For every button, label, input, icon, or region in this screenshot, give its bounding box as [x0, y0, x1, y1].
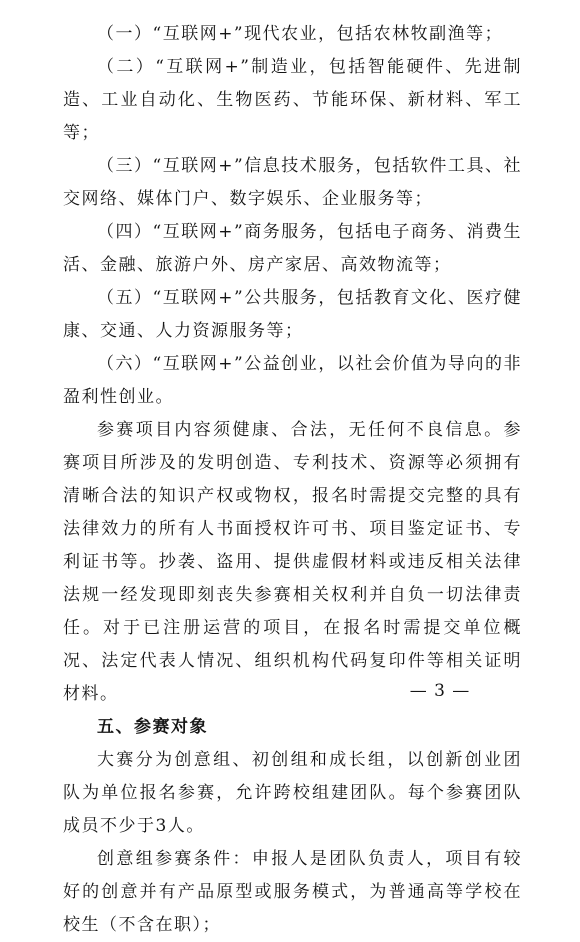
- section-heading: 五、参赛对象: [97, 717, 208, 737]
- paragraph-category-1: （一）“互联网+”现代农业，包括农林牧副渔等；: [97, 24, 504, 44]
- page-number: — 3 —: [409, 681, 471, 701]
- paragraph-groups: 大赛分为创意组、初创组和成长组，以创新创业团队为单位报名参赛，允许跨校组建团队。每个参赛团队成员不少于3人。: [63, 750, 522, 836]
- paragraph-content-requirements: 参赛项目内容须健康、合法，无任何不良信息。参赛项目所涉及的发明创造、专利技术、资源等必须拥有清晰合法的知识产权或物权，报名时需提交完整的具有法律效力的所有人书面授权许可书、项目鉴定证书、专利证书等。抄袭、盗用、提供虚假材料或违反相关法律法规一经发现即刻丧失参赛相关权利并自负一切法律责任。对于已注册运营的项目，在报名时需提交单位概况、法定代表人情况、组织机构代码复印件等相关证明材料。: [63, 420, 522, 704]
- paragraph-category-2: （二）“互联网+”制造业，包括智能硬件、先进制造、工业自动化、生物医药、节能环保、新材料、军工等；: [63, 57, 522, 143]
- paragraph-category-6: （六）“互联网+”公益创业，以社会价值为导向的非盈利性创业。: [63, 354, 522, 407]
- paragraph-category-3: （三）“互联网+”信息技术服务，包括软件工具、社交网络、媒体门户、数字娱乐、企业服务等；: [63, 156, 522, 209]
- paragraph-category-5: （五）“互联网+”公共服务，包括教育文化、医疗健康、交通、人力资源服务等；: [63, 288, 522, 341]
- paragraph-creative-group-conditions: 创意组参赛条件：申报人是团队负责人，项目有较好的创意并有产品原型或服务模式，为普通高等学校在校生（不含在职）；: [63, 849, 522, 935]
- paragraph-category-4: （四）“互联网+”商务服务，包括电子商务、消费生活、金融、旅游户外、房产家居、高效物流等；: [63, 222, 522, 275]
